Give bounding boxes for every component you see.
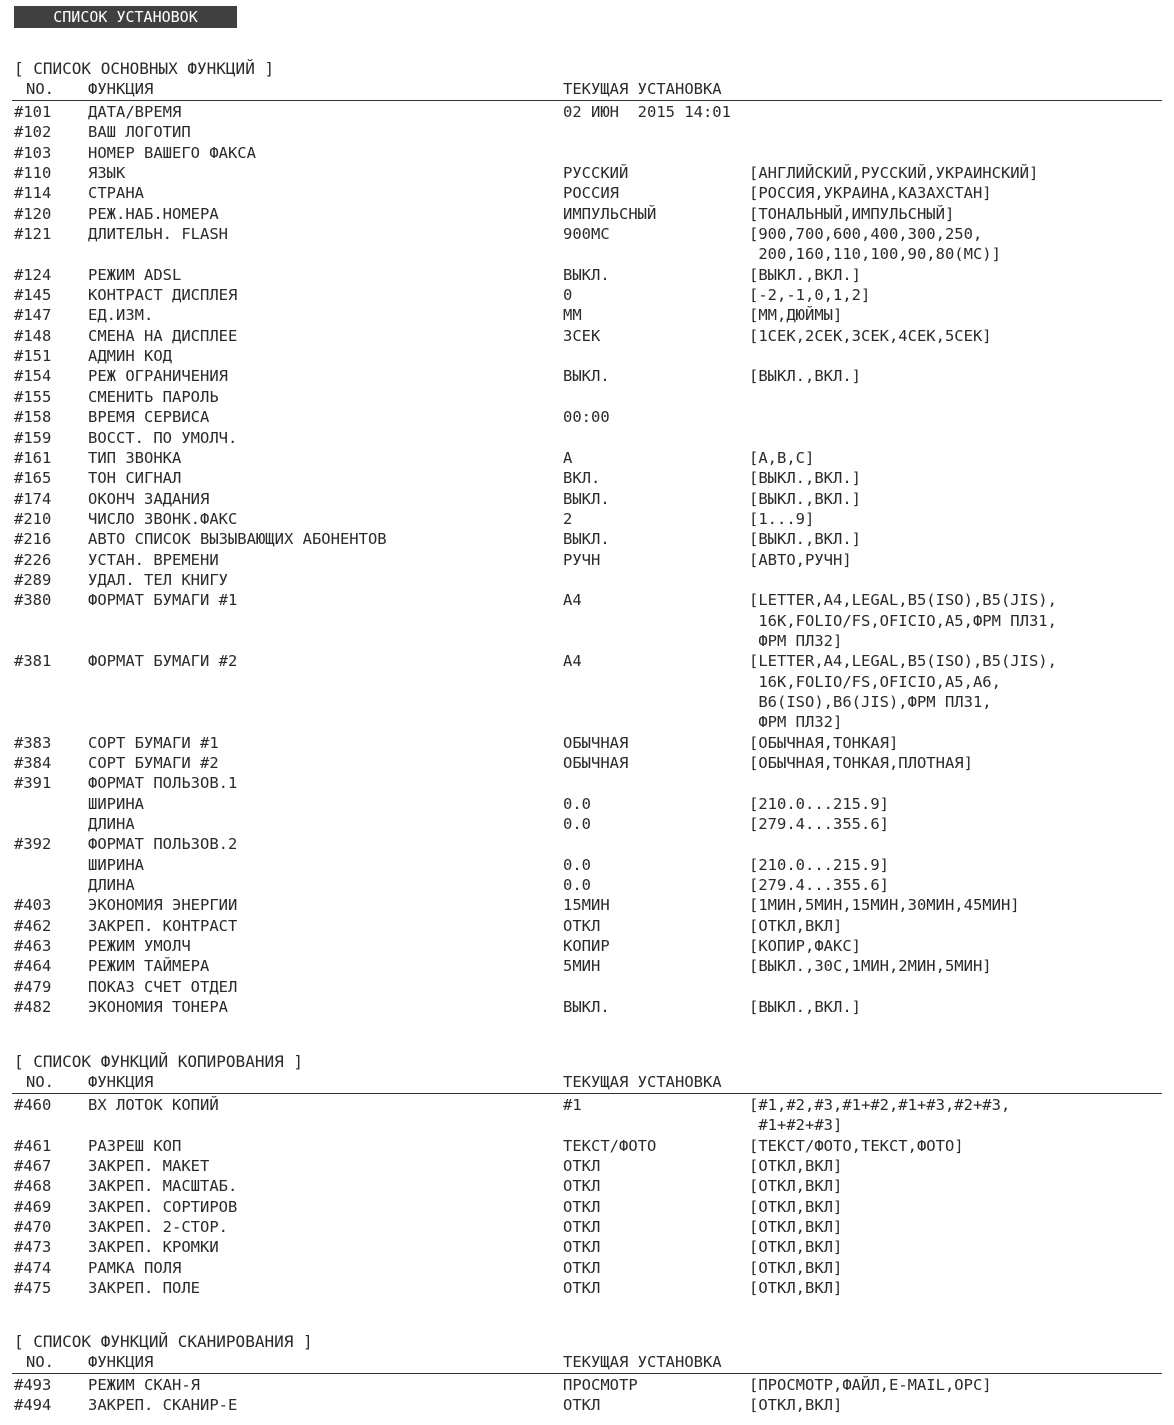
table-row [0, 1197, 1174, 1217]
setting-options: [ТОНАЛЬНЫЙ,ИМПУЛЬСНЫЙ] [749, 204, 955, 223]
setting-function: РЕЖИМ УМОЛЧ [88, 937, 191, 956]
setting-current-value: ОТКЛ [563, 1157, 601, 1176]
section-title: [ СПИСОК ФУНКЦИЙ СКАНИРОВАНИЯ ] [14, 1332, 313, 1351]
setting-options: [ВЫКЛ.,ВКЛ.] [749, 530, 861, 549]
setting-function: ЗАКРЕП. МАКЕТ [88, 1157, 210, 1176]
table-row [0, 1375, 1174, 1395]
header-divider [12, 100, 1162, 101]
table-row [0, 407, 1174, 427]
setting-current-value: 5МИН [563, 957, 601, 976]
setting-function: РЕЖ.НАБ.НОМЕРА [88, 204, 219, 223]
table-row [0, 1217, 1174, 1237]
table-row [0, 855, 1174, 875]
table-row [0, 814, 1174, 834]
setting-number: #493 [14, 1376, 52, 1394]
setting-options: [ОТКЛ,ВКЛ] [749, 1238, 843, 1257]
setting-number: #216 [14, 530, 52, 549]
setting-options: 16K,FOLIO/FS,OFICIO,A5,ФРМ ПЛЗ1, [749, 611, 1057, 630]
table-row [0, 122, 1174, 142]
setting-number: #147 [14, 306, 52, 325]
setting-number: #226 [14, 550, 52, 569]
setting-current-value: ПРОСМОТР [563, 1376, 638, 1394]
header-divider [12, 1373, 1162, 1374]
setting-current-value: 0.0 [563, 794, 591, 813]
setting-current-value: ОТКЛ [563, 1197, 601, 1216]
setting-number: #460 [14, 1096, 52, 1114]
table-row [0, 1258, 1174, 1278]
setting-function: СОРТ БУМАГИ #2 [88, 754, 219, 773]
setting-current-value: 00:00 [563, 408, 610, 427]
table-row [0, 204, 1174, 224]
setting-options: [ОТКЛ,ВКЛ] [749, 1177, 843, 1196]
setting-function: ЗАКРЕП. МАСШТАБ. [88, 1177, 238, 1196]
column-header-current-setting: ТЕКУЩАЯ УСТАНОВКА [563, 1353, 722, 1371]
setting-function: ЗАКРЕП. 2-СТОР. [88, 1218, 228, 1237]
setting-current-value: ОТКЛ [563, 1218, 601, 1237]
setting-options: [ВЫКЛ.,ВКЛ.] [749, 265, 861, 284]
setting-options: [ОТКЛ,ВКЛ] [749, 916, 843, 935]
setting-function: ВАШ ЛОГОТИП [88, 123, 191, 142]
setting-number: #101 [14, 103, 52, 121]
setting-number: #469 [14, 1197, 52, 1216]
setting-function: РАЗРЕШ КОП [88, 1136, 182, 1155]
setting-current-value: 15МИН [563, 896, 610, 915]
setting-options: [ОТКЛ,ВКЛ] [749, 1157, 843, 1176]
setting-options: [ВЫКЛ.,ВКЛ.] [749, 367, 861, 386]
setting-function: ЗАКРЕП. КОНТРАСТ [88, 916, 238, 935]
column-header-current-setting: ТЕКУЩАЯ УСТАНОВКА [563, 1073, 722, 1091]
settings-rows [0, 1375, 1174, 1416]
setting-function: ЗАКРЕП. ПОЛЕ [88, 1279, 200, 1298]
table-row [0, 285, 1174, 305]
setting-current-value: ВЫКЛ. [563, 530, 610, 549]
setting-function: СМЕНА НА ДИСПЛЕЕ [88, 326, 238, 345]
setting-current-value: #1 [563, 1096, 582, 1114]
table-row [0, 1176, 1174, 1196]
setting-options: 16K,FOLIO/FS,OFICIO,A5,A6, [749, 672, 1001, 691]
column-header-no: NO. [26, 1353, 54, 1371]
column-header-current-setting: ТЕКУЩАЯ УСТАНОВКА [563, 80, 722, 98]
setting-number: #470 [14, 1218, 52, 1237]
table-row [0, 916, 1174, 936]
setting-number: #120 [14, 204, 52, 223]
setting-current-value: ВКЛ. [563, 469, 601, 488]
setting-number: #159 [14, 428, 52, 447]
setting-options: [ОТКЛ,ВКЛ] [749, 1258, 843, 1277]
setting-options: [РОССИЯ,УКРАИНА,КАЗАХСТАН] [749, 184, 992, 203]
setting-options: [900,700,600,400,300,250, [749, 225, 983, 244]
table-row [0, 977, 1174, 997]
setting-options: [ТЕКСТ/ФОТО,ТЕКСТ,ФОТО] [749, 1136, 964, 1155]
table-row [0, 366, 1174, 386]
setting-number: #392 [14, 835, 52, 854]
column-header-no: NO. [26, 1073, 54, 1091]
setting-number: #145 [14, 286, 52, 305]
setting-number: #403 [14, 896, 52, 915]
setting-function: СОРТ БУМАГИ #1 [88, 733, 219, 752]
setting-function: ЕД.ИЗМ. [88, 306, 154, 325]
setting-options: ФРМ ПЛЗ2] [749, 713, 843, 732]
setting-function: ДЛИТЕЛЬН. FLASH [88, 225, 228, 244]
setting-function: ДАТА/ВРЕМЯ [88, 103, 182, 121]
setting-number: #380 [14, 591, 52, 610]
table-row [0, 651, 1174, 732]
table-header [0, 1072, 1174, 1092]
setting-number: #384 [14, 754, 52, 773]
setting-options: [ВЫКЛ.,ВКЛ.] [749, 998, 861, 1017]
setting-number: #391 [14, 774, 52, 793]
setting-options: [#1,#2,#3,#1+#2,#1+#3,#2+#3, [749, 1096, 1011, 1114]
setting-number: #158 [14, 408, 52, 427]
setting-number: #473 [14, 1238, 52, 1257]
table-row [0, 163, 1174, 183]
table-row [0, 143, 1174, 163]
setting-options: [ММ,ДЮЙМЫ] [749, 306, 843, 325]
setting-options: [-2,-1,0,1,2] [749, 286, 871, 305]
setting-current-value: 0.0 [563, 876, 591, 895]
setting-current-value: ОТКЛ [563, 1177, 601, 1196]
setting-number: #155 [14, 387, 52, 406]
setting-options: [ОБЫЧНАЯ,ТОНКАЯ] [749, 733, 899, 752]
setting-function: РЕЖИМ ТАЙМЕРА [88, 957, 210, 976]
setting-options: [A,B,C] [749, 448, 815, 467]
table-row [0, 428, 1174, 448]
setting-number: #468 [14, 1177, 52, 1196]
setting-current-value: ВЫКЛ. [563, 998, 610, 1017]
setting-options: #1+#2+#3] [749, 1116, 843, 1135]
table-row [0, 305, 1174, 325]
setting-current-value: ИМПУЛЬСНЫЙ [563, 204, 657, 223]
setting-options: 200,160,110,100,90,80(МС)] [749, 245, 1001, 264]
setting-current-value: 2 [563, 509, 573, 528]
setting-current-value: ОБЫЧНАЯ [563, 754, 629, 773]
setting-number: #482 [14, 998, 52, 1017]
table-row [0, 1156, 1174, 1176]
section-title: [ СПИСОК ФУНКЦИЙ КОПИРОВАНИЯ ] [14, 1052, 303, 1071]
setting-function: ПОКАЗ СЧЕТ ОТДЕЛ [88, 977, 238, 996]
setting-function: УСТАН. ВРЕМЕНИ [88, 550, 219, 569]
setting-current-value: ММ [563, 306, 582, 325]
setting-number: #151 [14, 347, 52, 366]
table-row [0, 489, 1174, 509]
table-row [0, 753, 1174, 773]
setting-function: РЕЖИМ СКАН-Я [88, 1376, 200, 1394]
column-header-function: ФУНКЦИЯ [88, 1073, 154, 1091]
setting-options: [279.4...355.6] [749, 815, 889, 834]
setting-function: ТОН СИГНАЛ [88, 469, 182, 488]
table-row [0, 997, 1174, 1017]
setting-current-value: A4 [563, 652, 582, 671]
setting-number: #154 [14, 367, 52, 386]
table-row [0, 346, 1174, 366]
setting-current-value: A [563, 448, 573, 467]
column-header-function: ФУНКЦИЯ [88, 80, 154, 98]
table-row [0, 936, 1174, 956]
setting-current-value: 02 ИЮН 2015 14:01 [563, 103, 731, 121]
setting-options: [210.0...215.9] [749, 855, 889, 874]
setting-function: ШИРИНА [88, 794, 144, 813]
setting-options: [279.4...355.6] [749, 876, 889, 895]
setting-current-value: РОССИЯ [563, 184, 619, 203]
table-header [0, 79, 1174, 99]
table-row [0, 834, 1174, 854]
settings-rows [0, 102, 1174, 1018]
setting-function: УДАЛ. ТЕЛ КНИГУ [88, 570, 228, 589]
setting-function: ВРЕМЯ СЕРВИСА [88, 408, 210, 427]
table-row [0, 875, 1174, 895]
setting-options: [1МИН,5МИН,15МИН,30МИН,45МИН] [749, 896, 1020, 915]
setting-number: #165 [14, 469, 52, 488]
setting-function: АДМИН КОД [88, 347, 172, 366]
setting-number: #467 [14, 1157, 52, 1176]
setting-options: B6(ISO),B6(JIS),ФРМ ПЛЗ1, [749, 692, 992, 711]
table-row [0, 224, 1174, 265]
setting-options: [ОТКЛ,ВКЛ] [749, 1197, 843, 1216]
setting-function: РЕЖ ОГРАНИЧЕНИЯ [88, 367, 228, 386]
setting-current-value: 0 [563, 286, 573, 305]
table-row [0, 265, 1174, 285]
setting-current-value: РУЧН [563, 550, 601, 569]
setting-options: [ПРОСМОТР,ФАЙЛ,E-MAIL,OPC] [749, 1376, 992, 1394]
setting-current-value: ВЫКЛ. [563, 489, 610, 508]
table-row [0, 183, 1174, 203]
setting-options: [ОТКЛ,ВКЛ] [749, 1279, 843, 1298]
setting-function: ТИП ЗВОНКА [88, 448, 182, 467]
setting-options: [КОПИР,ФАКС] [749, 937, 861, 956]
setting-number: #210 [14, 509, 52, 528]
table-row [0, 1278, 1174, 1298]
table-row [0, 733, 1174, 753]
setting-function: ЯЗЫК [88, 164, 126, 183]
setting-number: #381 [14, 652, 52, 671]
section-title: [ СПИСОК ОСНОВНЫХ ФУНКЦИЙ ] [14, 59, 275, 78]
table-row [0, 529, 1174, 549]
table-row [0, 1237, 1174, 1257]
setting-number: #124 [14, 265, 52, 284]
setting-function: ОКОНЧ ЗАДАНИЯ [88, 489, 210, 508]
table-row [0, 956, 1174, 976]
setting-options: [АНГЛИЙСКИЙ,РУССКИЙ,УКРАИНСКИЙ] [749, 164, 1039, 183]
setting-function: ЧИСЛО ЗВОНК.ФАКС [88, 509, 238, 528]
setting-options: ФРМ ПЛЗ2] [749, 631, 843, 650]
setting-function: РЕЖИМ ADSL [88, 265, 182, 284]
setting-number: #289 [14, 570, 52, 589]
setting-current-value: РУССКИЙ [563, 164, 629, 183]
setting-current-value: ОТКЛ [563, 1258, 601, 1277]
setting-function: ДЛИНА [88, 815, 135, 834]
setting-number: #102 [14, 123, 52, 142]
setting-function: ВОССТ. ПО УМОЛЧ. [88, 428, 238, 447]
setting-current-value: ОТКЛ [563, 1396, 601, 1415]
table-header [0, 1352, 1174, 1372]
setting-current-value: ОТКЛ [563, 916, 601, 935]
settings-list-banner: СПИСОК УСТАНОВОК [14, 6, 237, 28]
setting-function: ФОРМАТ ПОЛЬЗОВ.1 [88, 774, 238, 793]
table-row [0, 448, 1174, 468]
setting-function: ФОРМАТ ПОЛЬЗОВ.2 [88, 835, 238, 854]
setting-function: КОНТРАСТ ДИСПЛЕЯ [88, 286, 238, 305]
setting-current-value: ВЫКЛ. [563, 367, 610, 386]
setting-function: РАМКА ПОЛЯ [88, 1258, 182, 1277]
setting-options: [ВЫКЛ.,ВКЛ.] [749, 469, 861, 488]
column-header-no: NO. [26, 80, 54, 98]
setting-function: СМЕНИТЬ ПАРОЛЬ [88, 387, 219, 406]
setting-number: #114 [14, 184, 52, 203]
table-row [0, 773, 1174, 793]
setting-options: [ОТКЛ,ВКЛ] [749, 1396, 843, 1415]
setting-function: АВТО СПИСОК ВЫЗЫВАЮЩИХ АБОНЕНТОВ [88, 530, 387, 549]
setting-current-value: ОТКЛ [563, 1279, 601, 1298]
table-row [0, 326, 1174, 346]
setting-current-value: ОБЫЧНАЯ [563, 733, 629, 752]
setting-current-value: ТЕКСТ/ФОТО [563, 1136, 657, 1155]
setting-number: #148 [14, 326, 52, 345]
setting-current-value: ОТКЛ [563, 1238, 601, 1257]
setting-function: ЗАКРЕП. СОРТИРОВ [88, 1197, 238, 1216]
table-row [0, 102, 1174, 122]
table-row [0, 1136, 1174, 1156]
setting-options: [АВТО,РУЧН] [749, 550, 852, 569]
setting-function: ВХ ЛОТОК КОПИЙ [88, 1096, 219, 1114]
setting-current-value: ВЫКЛ. [563, 265, 610, 284]
header-divider [12, 1093, 1162, 1094]
setting-number: #110 [14, 164, 52, 183]
setting-function: НОМЕР ВАШЕГО ФАКСА [88, 143, 256, 162]
setting-current-value: 0.0 [563, 815, 591, 834]
setting-number: #161 [14, 448, 52, 467]
setting-function: ДЛИНА [88, 876, 135, 895]
settings-rows [0, 1095, 1174, 1298]
table-row [0, 468, 1174, 488]
setting-number: #479 [14, 977, 52, 996]
setting-function: ЗАКРЕП. СКАНИР-Е [88, 1396, 238, 1415]
setting-options: [ОБЫЧНАЯ,ТОНКАЯ,ПЛОТНАЯ] [749, 754, 973, 773]
setting-number: #174 [14, 489, 52, 508]
setting-function: ШИРИНА [88, 855, 144, 874]
setting-function: ЭКОНОМИЯ ЭНЕРГИИ [88, 896, 238, 915]
setting-current-value: КОПИР [563, 937, 610, 956]
setting-options: [210.0...215.9] [749, 794, 889, 813]
table-row [0, 550, 1174, 570]
setting-number: #494 [14, 1396, 52, 1415]
setting-number: #474 [14, 1258, 52, 1277]
setting-function: ЭКОНОМИЯ ТОНЕРА [88, 998, 228, 1017]
setting-function: СТРАНА [88, 184, 144, 203]
setting-current-value: 0.0 [563, 855, 591, 874]
setting-options: [ОТКЛ,ВКЛ] [749, 1218, 843, 1237]
setting-function: ЗАКРЕП. КРОМКИ [88, 1238, 219, 1257]
setting-options: [LETTER,A4,LEGAL,B5(ISO),B5(JIS), [749, 591, 1057, 610]
setting-current-value: 900МС [563, 225, 610, 244]
setting-number: #464 [14, 957, 52, 976]
setting-number: #463 [14, 937, 52, 956]
setting-options: [ВЫКЛ.,30С,1МИН,2МИН,5МИН] [749, 957, 992, 976]
table-row [0, 387, 1174, 407]
table-row [0, 570, 1174, 590]
setting-number: #475 [14, 1279, 52, 1298]
setting-function: ФОРМАТ БУМАГИ #2 [88, 652, 238, 671]
setting-number: #383 [14, 733, 52, 752]
setting-current-value: A4 [563, 591, 582, 610]
setting-function: ФОРМАТ БУМАГИ #1 [88, 591, 238, 610]
setting-current-value: 3СЕК [563, 326, 601, 345]
table-row [0, 509, 1174, 529]
setting-number: #461 [14, 1136, 52, 1155]
table-row [0, 794, 1174, 814]
setting-number: #103 [14, 143, 52, 162]
table-row [0, 895, 1174, 915]
table-row [0, 1095, 1174, 1136]
setting-options: [1...9] [749, 509, 815, 528]
setting-options: [1СЕК,2СЕК,3СЕК,4СЕК,5СЕК] [749, 326, 992, 345]
table-row [0, 1395, 1174, 1415]
setting-number: #121 [14, 225, 52, 244]
setting-options: [ВЫКЛ.,ВКЛ.] [749, 489, 861, 508]
column-header-function: ФУНКЦИЯ [88, 1353, 154, 1371]
setting-options: [LETTER,A4,LEGAL,B5(ISO),B5(JIS), [749, 652, 1057, 671]
table-row [0, 590, 1174, 651]
setting-number: #462 [14, 916, 52, 935]
